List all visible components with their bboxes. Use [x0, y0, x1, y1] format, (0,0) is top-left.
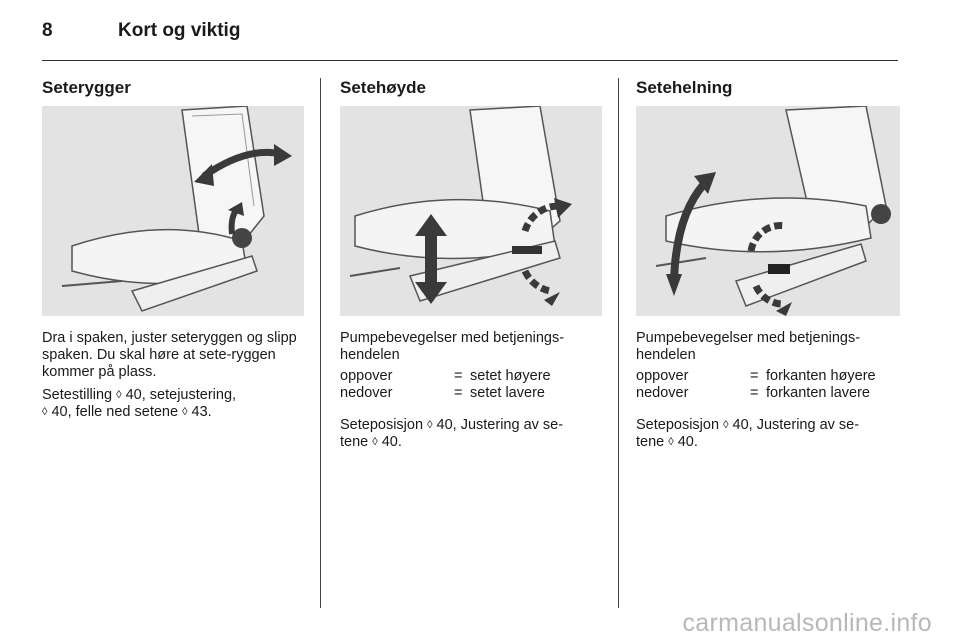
- watermark: carmanualsonline.info: [682, 609, 932, 637]
- seat-tilt-adjust-icon: [636, 106, 900, 316]
- section-setehoyde: [340, 78, 602, 451]
- instruction-text: Pumpebevegelser med betjenings-hendelen: [636, 330, 861, 363]
- ref-page: 40, felle ned setene: [47, 404, 183, 420]
- table-cell: =: [454, 368, 463, 384]
- table-cell: setet høyere: [470, 368, 551, 384]
- table-cell: =: [750, 368, 759, 384]
- table-cell: forkanten lavere: [766, 385, 870, 401]
- reference-text: [636, 417, 900, 451]
- section-setehelning: [636, 78, 900, 451]
- column-divider: [320, 78, 321, 608]
- table-cell: =: [750, 385, 759, 401]
- ref-page: 40, Justering av se-: [728, 417, 860, 433]
- action-table: [340, 368, 602, 402]
- page-ref-icon: ◊: [182, 406, 188, 418]
- column-divider: [618, 78, 619, 608]
- table-cell: setet lavere: [470, 385, 545, 401]
- section-seterygger: [42, 78, 304, 421]
- ref-page: 40.: [673, 434, 698, 450]
- page-ref-icon: ◊: [723, 419, 729, 431]
- page-ref-icon: ◊: [42, 406, 48, 418]
- header-rule: [42, 60, 898, 61]
- table-cell: forkanten høyere: [766, 368, 876, 384]
- table-cell: nedover: [340, 385, 393, 401]
- ref-label: Setestilling: [42, 387, 117, 403]
- seat-height-adjust-icon: [340, 106, 602, 316]
- table-cell: oppover: [636, 368, 689, 384]
- page-ref-icon: ◊: [372, 436, 378, 448]
- action-table: [636, 368, 900, 402]
- table-cell: =: [454, 385, 463, 401]
- page-ref-icon: ◊: [116, 389, 122, 401]
- ref-page: 40.: [377, 434, 402, 450]
- section-title: Seterygger: [42, 78, 131, 97]
- page-ref-icon: ◊: [427, 419, 433, 431]
- ref-label: tene: [340, 434, 373, 450]
- ref-page: 40, setejustering,: [121, 387, 237, 403]
- ref-page: 43.: [187, 404, 212, 420]
- section-title: Setehelning: [636, 78, 733, 97]
- ref-label: Seteposisjon: [340, 417, 428, 433]
- ref-page: 40, Justering av se-: [432, 417, 564, 433]
- page-ref-icon: ◊: [668, 436, 674, 448]
- instruction-text: Pumpebevegelser med betjenings-hendelen: [340, 330, 565, 363]
- ref-label: tene: [636, 434, 669, 450]
- page-title: Kort og viktig: [118, 20, 241, 41]
- page-header: [42, 20, 240, 42]
- instruction-text: Dra i spaken, juster seteryggen og slipp spaken. Du skal høre at sete-ryggen kommer på plass.: [42, 330, 297, 380]
- seat-backrest-adjust-icon: [42, 106, 304, 316]
- reference-text: [42, 387, 304, 421]
- page-number: 8: [42, 20, 53, 41]
- table-cell: nedover: [636, 385, 689, 401]
- reference-text: [340, 417, 602, 451]
- section-title: Setehøyde: [340, 78, 426, 97]
- table-cell: oppover: [340, 368, 393, 384]
- ref-label: Seteposisjon: [636, 417, 724, 433]
